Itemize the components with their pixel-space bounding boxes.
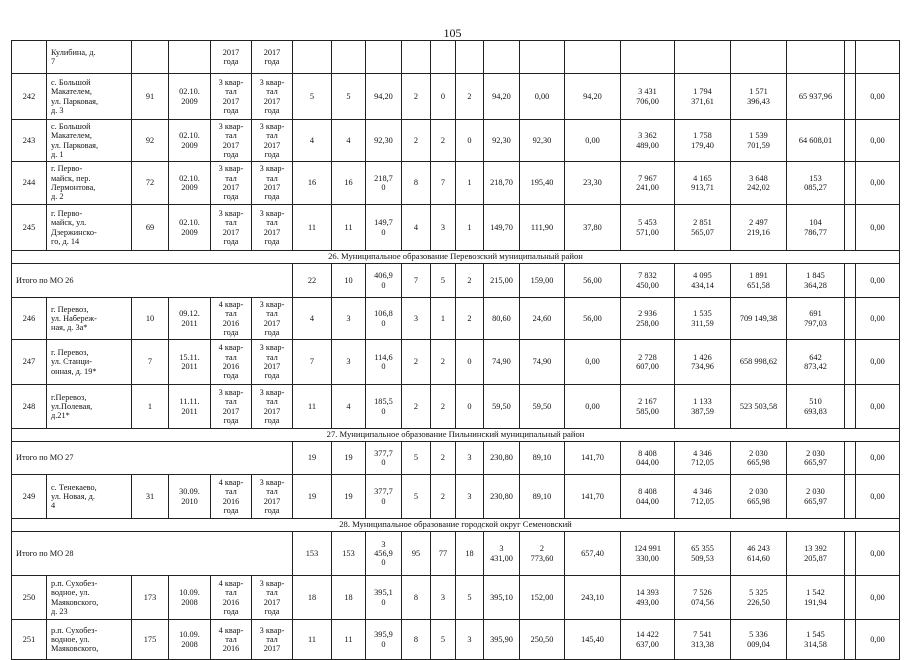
address-cell: Кулибина, д. 7 bbox=[47, 41, 132, 74]
table-cell: 377,7 0 bbox=[366, 442, 402, 475]
table-cell: 74,90 bbox=[484, 340, 520, 385]
section-title: 26. Муниципальное образование Перевозский муниципальный район bbox=[12, 251, 900, 264]
table-cell bbox=[332, 41, 366, 74]
total-row bbox=[12, 532, 900, 576]
row-number: 250 bbox=[12, 576, 47, 620]
table-cell: 92,30 bbox=[366, 120, 402, 162]
table-cell: 3 квар- тал 2017 года bbox=[252, 74, 293, 120]
table-cell: 0,00 bbox=[856, 298, 900, 340]
table-cell: 0,00 bbox=[856, 162, 900, 205]
table-cell: 11.11. 2011 bbox=[169, 385, 211, 429]
total-label: Итого по МО 28 bbox=[12, 532, 293, 576]
table-cell: 15.11. 2011 bbox=[169, 340, 211, 385]
table-cell: 510 693,83 bbox=[787, 385, 845, 429]
table-cell: 141,70 bbox=[565, 475, 621, 519]
section-row bbox=[12, 251, 900, 264]
table-cell: 185,5 0 bbox=[366, 385, 402, 429]
address-cell: р.п. Сухобез- водное, ул. Маяковского, д. 23 bbox=[47, 576, 132, 620]
table-cell bbox=[520, 41, 565, 74]
section-row bbox=[12, 429, 900, 442]
table-cell: 2 bbox=[431, 340, 456, 385]
table-cell: 3 квар- тал 2017 года bbox=[211, 205, 252, 251]
table-cell: 218,70 bbox=[484, 162, 520, 205]
table-cell: 1 758 179,40 bbox=[675, 120, 731, 162]
table-cell: 3 квар- тал 2017 года bbox=[252, 120, 293, 162]
total-label: Итого по МО 27 bbox=[12, 442, 293, 475]
table-cell: 02.10. 2009 bbox=[169, 205, 211, 251]
table-cell: 0 bbox=[431, 74, 456, 120]
table-cell bbox=[293, 41, 332, 74]
table-cell: 4 квар- тал 2016 года bbox=[211, 475, 252, 519]
table-cell: 111,90 bbox=[520, 205, 565, 251]
table-cell: 92,30 bbox=[484, 120, 520, 162]
table-cell: 14 422 637,00 bbox=[621, 620, 675, 660]
table-cell: 0,00 bbox=[856, 74, 900, 120]
table-cell: 16 bbox=[332, 162, 366, 205]
table-cell: 1 845 364,28 bbox=[787, 264, 845, 298]
table-cell: 159,00 bbox=[520, 264, 565, 298]
table-cell: 141,70 bbox=[565, 442, 621, 475]
table-cell: 19 bbox=[293, 442, 332, 475]
table-cell: 152,00 bbox=[520, 576, 565, 620]
table-cell: 10.09. 2008 bbox=[169, 576, 211, 620]
table-row bbox=[12, 74, 900, 120]
table-cell bbox=[845, 576, 856, 620]
table-cell bbox=[845, 162, 856, 205]
table-cell: 691 797,03 bbox=[787, 298, 845, 340]
table-cell: 16 bbox=[293, 162, 332, 205]
table-cell: 89,10 bbox=[520, 442, 565, 475]
table-cell: 0,00 bbox=[565, 120, 621, 162]
table-cell: 230,80 bbox=[484, 475, 520, 519]
table-cell: 18 bbox=[293, 576, 332, 620]
table-cell: 0,00 bbox=[856, 532, 900, 576]
table-cell: 10 bbox=[332, 264, 366, 298]
table-cell: 3 квар- тал 2017 года bbox=[252, 205, 293, 251]
table-cell: 7 526 074,56 bbox=[675, 576, 731, 620]
table-cell: 3 квар- тал 2017 года bbox=[252, 298, 293, 340]
table-cell: 31 bbox=[132, 475, 169, 519]
table-cell: 11 bbox=[332, 620, 366, 660]
table-cell: 56,00 bbox=[565, 264, 621, 298]
table-cell: 65 937,96 bbox=[787, 74, 845, 120]
table-cell: 3 квар- тал 2017 года bbox=[211, 74, 252, 120]
table-cell: 1 542 191,94 bbox=[787, 576, 845, 620]
table-cell: 0,00 bbox=[565, 340, 621, 385]
total-row bbox=[12, 442, 900, 475]
table-cell bbox=[731, 41, 787, 74]
table-cell: 0,00 bbox=[856, 576, 900, 620]
table-cell: 1 bbox=[132, 385, 169, 429]
table-cell: 59,50 bbox=[520, 385, 565, 429]
table-cell: 89,10 bbox=[520, 475, 565, 519]
table-cell: 22 bbox=[293, 264, 332, 298]
table-cell: 5 325 226,50 bbox=[731, 576, 787, 620]
address-cell: г. Перевоз, ул. Станци- онная, д. 19* bbox=[47, 340, 132, 385]
table-cell: 218,7 0 bbox=[366, 162, 402, 205]
table-cell: 2 bbox=[431, 385, 456, 429]
table-cell: 2 030 665,98 bbox=[731, 475, 787, 519]
table-cell: 92 bbox=[132, 120, 169, 162]
table-cell: 46 243 614,60 bbox=[731, 532, 787, 576]
table-cell: 30.09. 2010 bbox=[169, 475, 211, 519]
table-cell: 175 bbox=[132, 620, 169, 660]
table-cell: 2017 года bbox=[211, 41, 252, 74]
address-cell: г.Перевоз, ул.Полевая, д.21* bbox=[47, 385, 132, 429]
table-cell: 3 431,00 bbox=[484, 532, 520, 576]
table-cell: 37,80 bbox=[565, 205, 621, 251]
total-label: Итого по МО 26 bbox=[12, 264, 293, 298]
table-cell: 3 квар- тал 2017 года bbox=[252, 340, 293, 385]
table-cell: 77 bbox=[431, 532, 456, 576]
table-cell: 18 bbox=[456, 532, 484, 576]
table-cell: 3 bbox=[332, 340, 366, 385]
table-cell: 3 bbox=[431, 205, 456, 251]
table-cell: 114,6 0 bbox=[366, 340, 402, 385]
table-cell: 1 794 371,61 bbox=[675, 74, 731, 120]
table-cell bbox=[845, 340, 856, 385]
table-cell: 02.10. 2009 bbox=[169, 120, 211, 162]
table-cell: 2 030 665,97 bbox=[787, 442, 845, 475]
table-cell: 3 квар- тал 2017 года bbox=[211, 120, 252, 162]
table-cell: 0,00 bbox=[856, 385, 900, 429]
table-cell bbox=[856, 41, 900, 74]
table-cell: 4 346 712,05 bbox=[675, 442, 731, 475]
table-cell: 14 393 493,00 bbox=[621, 576, 675, 620]
table-cell: 5 bbox=[293, 74, 332, 120]
row-number: 244 bbox=[12, 162, 47, 205]
table-cell bbox=[845, 475, 856, 519]
address-cell: с. Большой Макателем, ул. Парковая, д. 1 bbox=[47, 120, 132, 162]
table-cell: 19 bbox=[332, 442, 366, 475]
table-cell: 65 355 509,53 bbox=[675, 532, 731, 576]
table-cell: 5 bbox=[402, 475, 431, 519]
table-cell: 11 bbox=[293, 205, 332, 251]
row-number: 242 bbox=[12, 74, 47, 120]
table-cell: 13 392 205,87 bbox=[787, 532, 845, 576]
table-row bbox=[12, 162, 900, 205]
table-cell: 8 bbox=[402, 576, 431, 620]
table-cell: 3 456,9 0 bbox=[366, 532, 402, 576]
table-cell bbox=[845, 532, 856, 576]
table-cell: 09.12. 2011 bbox=[169, 298, 211, 340]
table-cell: 4 bbox=[332, 385, 366, 429]
table-cell: 3 квар- тал 2017 года bbox=[211, 162, 252, 205]
table-row bbox=[12, 205, 900, 251]
table-cell: 10 bbox=[132, 298, 169, 340]
table-cell: 94,20 bbox=[565, 74, 621, 120]
table-cell: 0,00 bbox=[856, 264, 900, 298]
table-cell: 02.10. 2009 bbox=[169, 162, 211, 205]
row-number bbox=[12, 41, 47, 74]
table-cell: 5 453 571,00 bbox=[621, 205, 675, 251]
table-cell: 1 426 734,96 bbox=[675, 340, 731, 385]
table-cell: 2 bbox=[402, 340, 431, 385]
table-cell: 3 bbox=[332, 298, 366, 340]
table-cell bbox=[845, 264, 856, 298]
table-cell: 23,30 bbox=[565, 162, 621, 205]
table-cell: 24,60 bbox=[520, 298, 565, 340]
table-cell bbox=[845, 298, 856, 340]
address-cell: с. Тенекаево, ул. Новая, д. 4 bbox=[47, 475, 132, 519]
table-cell: 3 квар- тал 2017 года bbox=[252, 475, 293, 519]
table-cell: 0,00 bbox=[520, 74, 565, 120]
table-cell bbox=[845, 120, 856, 162]
table-cell bbox=[675, 41, 731, 74]
table-cell: 2 728 607,00 bbox=[621, 340, 675, 385]
table-cell: 2 bbox=[456, 74, 484, 120]
table-cell: 395,9 0 bbox=[366, 620, 402, 660]
table-cell: 3 квар- тал 2017 года bbox=[211, 385, 252, 429]
address-cell: с. Большой Макателем, ул. Парковая, д. 3 bbox=[47, 74, 132, 120]
table-cell: 2 bbox=[402, 120, 431, 162]
table-cell: 4 bbox=[293, 120, 332, 162]
table-cell bbox=[565, 41, 621, 74]
table-cell: 4 bbox=[402, 205, 431, 251]
table-cell: 658 998,62 bbox=[731, 340, 787, 385]
table-cell: 3 квар- тал 2017 года bbox=[252, 385, 293, 429]
table-cell: 2 bbox=[431, 120, 456, 162]
table-cell bbox=[484, 41, 520, 74]
table-cell: 2 bbox=[456, 298, 484, 340]
table-cell: 377,7 0 bbox=[366, 475, 402, 519]
total-row bbox=[12, 264, 900, 298]
table-cell: 2 bbox=[402, 385, 431, 429]
table-cell: 19 bbox=[293, 475, 332, 519]
table-cell: 1 539 701,59 bbox=[731, 120, 787, 162]
table-cell: 0 bbox=[456, 340, 484, 385]
table-cell: 2 936 258,00 bbox=[621, 298, 675, 340]
table-cell: 5 bbox=[431, 620, 456, 660]
housing-program-table bbox=[11, 40, 900, 660]
table-cell: 19 bbox=[332, 475, 366, 519]
table-cell: 11 bbox=[293, 620, 332, 660]
table-cell: 250,50 bbox=[520, 620, 565, 660]
table-cell: 149,70 bbox=[484, 205, 520, 251]
address-cell: г. Перевоз, ул. Набереж- ная, д. 3а* bbox=[47, 298, 132, 340]
table-cell: 0 bbox=[456, 385, 484, 429]
table-cell: 3 bbox=[431, 576, 456, 620]
table-cell: 91 bbox=[132, 74, 169, 120]
table-cell: 69 bbox=[132, 205, 169, 251]
table-cell: 94,20 bbox=[366, 74, 402, 120]
table-cell bbox=[845, 442, 856, 475]
table-cell: 4 квар- тал 2016 года bbox=[211, 576, 252, 620]
table-cell: 4 165 913,71 bbox=[675, 162, 731, 205]
table-cell: 95 bbox=[402, 532, 431, 576]
section-row bbox=[12, 519, 900, 532]
table-cell: 3 362 489,00 bbox=[621, 120, 675, 162]
table-cell: 2 bbox=[456, 264, 484, 298]
table-cell: 104 786,77 bbox=[787, 205, 845, 251]
table-row bbox=[12, 120, 900, 162]
table-cell bbox=[787, 41, 845, 74]
table-cell: 5 bbox=[456, 576, 484, 620]
table-cell: 3 квар- тал 2017 bbox=[252, 620, 293, 660]
row-number: 243 bbox=[12, 120, 47, 162]
table-row bbox=[12, 385, 900, 429]
table-cell: 0,00 bbox=[856, 120, 900, 162]
table-cell: 3 квар- тал 2017 года bbox=[252, 576, 293, 620]
table-cell: 1 bbox=[431, 298, 456, 340]
table-row bbox=[12, 576, 900, 620]
table-cell bbox=[845, 41, 856, 74]
section-title: 27. Муниципальное образование Пильнинский муниципальный район bbox=[12, 429, 900, 442]
address-cell: р.п. Сухобез- водное, ул. Маяковского, bbox=[47, 620, 132, 660]
table-cell bbox=[845, 74, 856, 120]
table-cell: 02.10. 2009 bbox=[169, 74, 211, 120]
table-cell: 395,10 bbox=[484, 576, 520, 620]
row-number: 247 bbox=[12, 340, 47, 385]
table-cell: 153 085,27 bbox=[787, 162, 845, 205]
table-cell: 1 545 314,58 bbox=[787, 620, 845, 660]
table-cell: 1 891 651,58 bbox=[731, 264, 787, 298]
table-cell: 1 bbox=[456, 162, 484, 205]
table-cell: 230,80 bbox=[484, 442, 520, 475]
table-row bbox=[12, 475, 900, 519]
table-cell: 149,7 0 bbox=[366, 205, 402, 251]
row-number: 246 bbox=[12, 298, 47, 340]
table-cell bbox=[132, 41, 169, 74]
table-cell: 3 648 242,02 bbox=[731, 162, 787, 205]
section-title: 28. Муниципальное образование городской округ Семеновский bbox=[12, 519, 900, 532]
table-cell: 8 bbox=[402, 162, 431, 205]
table-row bbox=[12, 298, 900, 340]
table-cell: 2 bbox=[431, 475, 456, 519]
table-cell: 395,1 0 bbox=[366, 576, 402, 620]
table-cell: 1 133 387,59 bbox=[675, 385, 731, 429]
table-cell: 2 773,60 bbox=[520, 532, 565, 576]
table-cell: 0,00 bbox=[856, 475, 900, 519]
table-cell: 0,00 bbox=[856, 205, 900, 251]
table-cell: 4 bbox=[332, 120, 366, 162]
table-cell: 0,00 bbox=[856, 620, 900, 660]
table-cell: 3 bbox=[456, 620, 484, 660]
table-cell: 2017 года bbox=[252, 41, 293, 74]
table-cell bbox=[845, 205, 856, 251]
table-cell: 5 bbox=[431, 264, 456, 298]
table-cell: 5 336 009,04 bbox=[731, 620, 787, 660]
table-cell: 0,00 bbox=[856, 340, 900, 385]
table-cell: 3 431 706,00 bbox=[621, 74, 675, 120]
table-cell: 5 bbox=[402, 442, 431, 475]
table-cell: 7 bbox=[293, 340, 332, 385]
table-cell bbox=[366, 41, 402, 74]
table-cell bbox=[456, 41, 484, 74]
row-number: 245 bbox=[12, 205, 47, 251]
table-cell: 3 bbox=[402, 298, 431, 340]
table-cell: 3 bbox=[456, 475, 484, 519]
table-cell: 642 873,42 bbox=[787, 340, 845, 385]
table-cell: 1 535 311,59 bbox=[675, 298, 731, 340]
table-cell: 173 bbox=[132, 576, 169, 620]
table-cell bbox=[431, 41, 456, 74]
table-cell: 124 991 330,00 bbox=[621, 532, 675, 576]
table-cell: 72 bbox=[132, 162, 169, 205]
table-cell: 7 bbox=[132, 340, 169, 385]
row-number: 249 bbox=[12, 475, 47, 519]
table-cell: 0,00 bbox=[856, 442, 900, 475]
table-cell: 0 bbox=[456, 120, 484, 162]
table-cell: 8 408 044,00 bbox=[621, 475, 675, 519]
table-cell: 145,40 bbox=[565, 620, 621, 660]
table-cell: 59,50 bbox=[484, 385, 520, 429]
table-cell: 1 571 396,43 bbox=[731, 74, 787, 120]
table-cell: 4 квар- тал 2016 года bbox=[211, 298, 252, 340]
table-cell: 406,9 0 bbox=[366, 264, 402, 298]
table-cell: 106,8 0 bbox=[366, 298, 402, 340]
table-row bbox=[12, 41, 900, 74]
table-cell: 8 bbox=[402, 620, 431, 660]
table-cell: 2 497 219,16 bbox=[731, 205, 787, 251]
table-cell bbox=[845, 385, 856, 429]
address-cell: г. Перво- майск, пер. Лермонтова, д. 2 bbox=[47, 162, 132, 205]
table-cell: 74,90 bbox=[520, 340, 565, 385]
table-cell: 709 149,38 bbox=[731, 298, 787, 340]
table-cell: 2 167 585,00 bbox=[621, 385, 675, 429]
table-cell: 7 967 241,00 bbox=[621, 162, 675, 205]
table-cell: 7 bbox=[431, 162, 456, 205]
table-cell: 92,30 bbox=[520, 120, 565, 162]
table-cell: 215,00 bbox=[484, 264, 520, 298]
table-cell: 2 bbox=[431, 442, 456, 475]
table-cell: 4 346 712,05 bbox=[675, 475, 731, 519]
table-cell: 5 bbox=[332, 74, 366, 120]
table-cell: 523 503,58 bbox=[731, 385, 787, 429]
table-cell: 10.09. 2008 bbox=[169, 620, 211, 660]
table-cell: 2 030 665,97 bbox=[787, 475, 845, 519]
table-cell: 64 608,01 bbox=[787, 120, 845, 162]
table-cell: 395,90 bbox=[484, 620, 520, 660]
table-cell: 2 bbox=[402, 74, 431, 120]
table-cell: 4 квар- тал 2016 года bbox=[211, 340, 252, 385]
table-row bbox=[12, 340, 900, 385]
table-cell: 4 095 434,14 bbox=[675, 264, 731, 298]
row-number: 251 bbox=[12, 620, 47, 660]
table-cell: 56,00 bbox=[565, 298, 621, 340]
table-cell bbox=[402, 41, 431, 74]
table-cell: 11 bbox=[293, 385, 332, 429]
row-number: 248 bbox=[12, 385, 47, 429]
page-number: 105 bbox=[443, 26, 462, 40]
table-cell: 3 bbox=[456, 442, 484, 475]
table-cell: 3 квар- тал 2017 года bbox=[252, 162, 293, 205]
table-cell: 11 bbox=[332, 205, 366, 251]
table-cell: 80,60 bbox=[484, 298, 520, 340]
table-cell: 18 bbox=[332, 576, 366, 620]
table-cell: 2 851 565,07 bbox=[675, 205, 731, 251]
table-cell bbox=[621, 41, 675, 74]
table-cell: 7 541 313,38 bbox=[675, 620, 731, 660]
table-cell: 8 408 044,00 bbox=[621, 442, 675, 475]
table-cell: 7 bbox=[402, 264, 431, 298]
table-cell: 2 030 665,98 bbox=[731, 442, 787, 475]
table-cell: 657,40 bbox=[565, 532, 621, 576]
table-cell: 7 832 450,00 bbox=[621, 264, 675, 298]
table-cell: 0,00 bbox=[565, 385, 621, 429]
address-cell: г. Перво- майск, ул. Дзержинско- го, д. 14 bbox=[47, 205, 132, 251]
table-cell: 4 квар- тал 2016 bbox=[211, 620, 252, 660]
table-cell bbox=[169, 41, 211, 74]
table-cell: 153 bbox=[332, 532, 366, 576]
table-cell: 1 bbox=[456, 205, 484, 251]
table-cell: 243,10 bbox=[565, 576, 621, 620]
table-cell: 153 bbox=[293, 532, 332, 576]
table-cell: 4 bbox=[293, 298, 332, 340]
table-cell: 94,20 bbox=[484, 74, 520, 120]
table-cell: 195,40 bbox=[520, 162, 565, 205]
